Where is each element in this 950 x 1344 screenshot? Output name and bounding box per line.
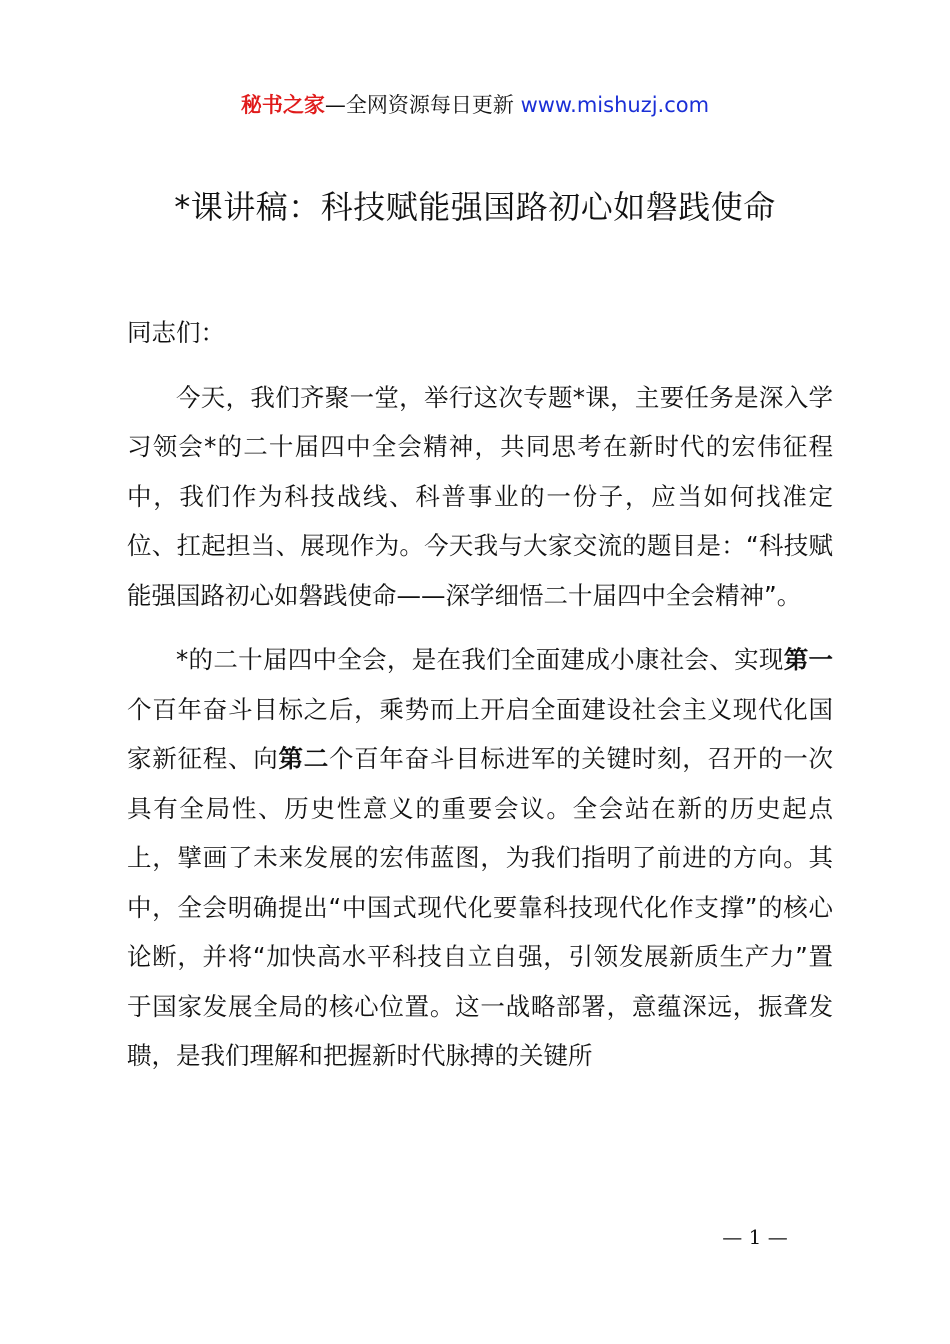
site-url-link[interactable]: www.mishuzj.com <box>520 93 710 117</box>
paragraph-text: 个百年奋斗目标之后，乘势而上开启全面建设社会主义现代化国家新征程、向 <box>127 694 833 773</box>
page-number: — 1 — <box>722 1225 788 1249</box>
document-title: *课讲稿：科技赋能强国路初心如磐践使命 <box>174 188 776 226</box>
salutation: 同志们： <box>127 318 225 347</box>
bold-emphasis: 第二 <box>278 744 329 773</box>
site-header <box>0 88 950 122</box>
brand-name: 秘书之家 <box>240 93 325 117</box>
paragraph-text: 个百年奋斗目标进军的关键时刻，召开的一次具有全局性、历史性意义的重要会议。全会站在新的历史起点上，擘画了未来发展的宏伟蓝图，为我们指明了前进的方向。其中，全会明确提出“中国式现代化要靠科技现代化作支撑”的核心论断，并将“加快高水平科技自立自强，引领发展新质生产力”置于国家发展全局的核心位置。这一战略部署，意蕴深远，振聋发聩，是我们理解和把握新时代脉搏的关键所 <box>127 744 834 1070</box>
paragraph-plenum <box>127 635 833 1081</box>
document-body <box>127 308 833 1081</box>
header-tagline: —全网资源每日更新 <box>324 93 514 117</box>
paragraph-text: *的二十届四中全会，是在我们全面建成小康社会、实现 <box>176 645 784 674</box>
bold-emphasis: 第一 <box>783 645 834 674</box>
paragraph-intro: 今天，我们齐聚一堂，举行这次专题*课，主要任务是深入学习领会*的二十届四中全会精神，共同思考在新时代的宏伟征程中，我们作为科技战线、科普事业的一份子，应当如何找准定位、扛起担当、展现作为。今天我与大家交流的题目是：“科技赋能强国路初心如磐践使命——深学细悟二十届四中全会精神”。 <box>127 382 833 610</box>
